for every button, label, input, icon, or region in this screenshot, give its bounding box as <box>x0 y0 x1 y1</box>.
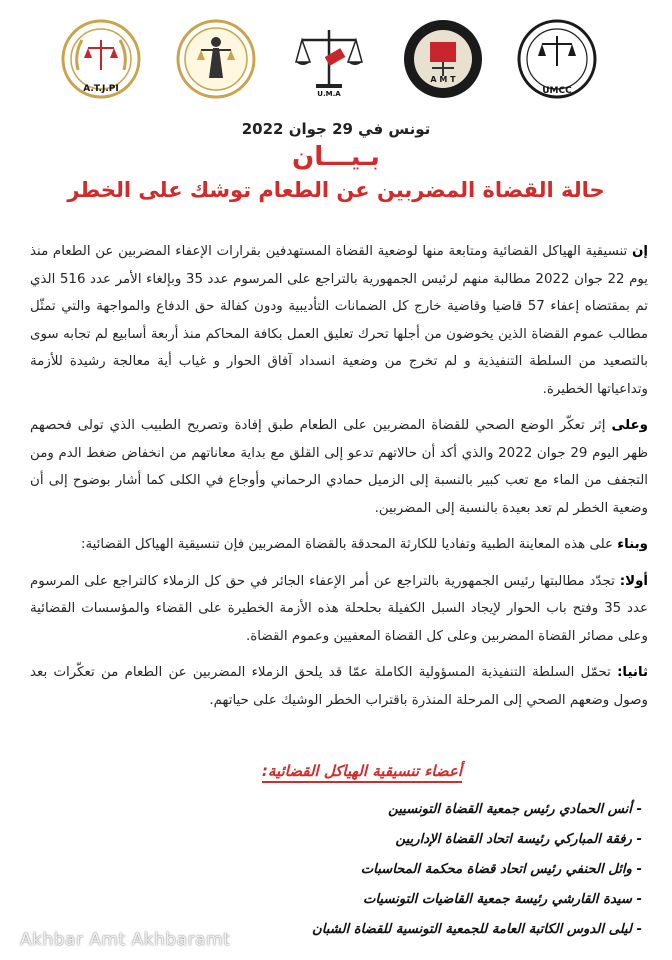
members-list <box>222 795 642 945</box>
paragraph-2 <box>30 412 648 522</box>
paragraph-text: تجدّد مطالبتها رئيس الجمهورية بالتراجع عن أمر الإعفاء الجائر في حق كل الزملاء كالتراجع على المرسوم عدد 35 وفتح باب الحوار لإيجاد السبل الكفيلة بحلحلة هذه الأزمة الخطيرة على القضاء والمؤسسات القضائية وعلى مصائر القضاة المضربين وعلى كل القضاة المعفيين وعموم القضاة. <box>30 573 648 644</box>
paragraph-text: على هذه المعاينة الطبية وتفاديا للكارثة المحدقة بالقضاة المضربين فإن تنسيقية الهياكل القضائية: <box>80 537 618 552</box>
logo-tag: UMCC <box>542 86 572 96</box>
umcc-logo <box>516 18 598 100</box>
paragraph-text: إثر تعكّر الوضع الصحي للقضاة المضربين على الطعام طبق إفادة وتصريح الطبيب الذي تولى فحصهم ظهر اليوم 29 جوان 2022 والذي أكد أن حالاتهم تدعو إلى القلق مع بداية معاناتهم من انخفاض ضغط الدم ومن التجفف من الماء مع تعب كبير بالنسبة إلى الزميل حمادي الرحماني وأوجاع في الكلى كما أشار بوضوح إلى أن وضعية الخطر لم تعد بعيدة بالنسبة إلى المضربين. <box>30 418 649 516</box>
list-item: - ليلى الدوس الكاتبة العامة للجمعية التونسية للقضاة الشبان <box>312 922 642 937</box>
judges-union-logo <box>288 18 370 100</box>
list-item: - أنس الحمادي رئيس جمعية القضاة التونسيين <box>388 802 642 817</box>
logo-tag: U.M.A <box>317 90 341 98</box>
paragraph-text: تحمّل السلطة التنفيذية المسؤولية الكاملة عمّا قد يلحق الزملاء المضربين عن الطعام من تعكّرات بعد وصول وضعهم الصحي إلى المرحلة المنذرة باقتراب الخطر الوشيك على حياتهم. <box>30 665 648 708</box>
paragraph-3 <box>30 531 648 559</box>
paragraph-1 <box>30 238 648 403</box>
paragraph-4 <box>30 568 648 651</box>
statement-body <box>0 238 672 714</box>
amt-logo <box>402 18 484 100</box>
document-date: تونس في 29 جوان 2022 <box>241 120 431 138</box>
document-headline: بـيـــان <box>292 142 380 172</box>
lady-justice-icon <box>175 18 257 100</box>
list-item: - رفقة المباركي رئيسة اتحاد القضاة الإداريين <box>395 832 642 847</box>
paragraph-lead: وبناء <box>617 537 648 552</box>
members-title: أعضاء تنسيقية الهياكل القضائية: <box>262 762 462 783</box>
watermark-text: Akhbar Amt Akhbaramt <box>20 930 231 950</box>
scales-gavel-icon <box>288 18 370 100</box>
paragraph-lead: إن <box>631 244 648 259</box>
scales-justice-logo <box>175 18 257 100</box>
ajtj-logo <box>60 18 142 100</box>
amt-emblem-icon <box>402 18 484 100</box>
paragraph-5 <box>30 659 648 714</box>
paragraph-lead: أولا: <box>619 573 648 589</box>
document-subheadline: حالة القضاة المضربين عن الطعام توشك على الخطر <box>67 178 605 202</box>
logo-row <box>60 18 620 102</box>
paragraph-lead: وعلى <box>611 418 648 433</box>
list-item: - سيدة القارشي رئيسة جمعية القاضيات التونسيات <box>362 892 642 907</box>
logo-tag: A M T <box>430 75 456 84</box>
logo-tag: A.T.J.PI <box>83 84 119 94</box>
paragraph-text: تنسيقية الهياكل القضائية ومتابعة منها لوضعية القضاة المستهدفين بقرارات الإعفاء المضربين عن الطعام منذ يوم 22 جوان 2022 مطالبة منهم لرئيس الجمهورية بالتراجع على المرسوم عدد 35 وبإلغاء الأمر عدد 516 الذي تم بمقتضاه إعفاء 57 قاضيا وقاضية خارج كل الضمانات التأديبية ودون كفالة حق الدفاع والمواجهة والتي تمثّل مطالب عموم القضاة الذين يخوضون من أجلها تحرك تعليق العمل بكافة المحاكم منذ أربعة أسابيع لم تجابه سوى بالتصعيد من السلطة التنفيذية و لم تخرج من وضعية انسداد آفاق الحوار و غياب أية معالجة رشيدة للأزمة وتداعياتها الخطيرة. <box>30 244 649 397</box>
list-item: - وائل الحنفي رئيس اتحاد قضاة محكمة المحاسبات <box>360 862 642 877</box>
paragraph-lead: ثانيا: <box>617 665 648 680</box>
